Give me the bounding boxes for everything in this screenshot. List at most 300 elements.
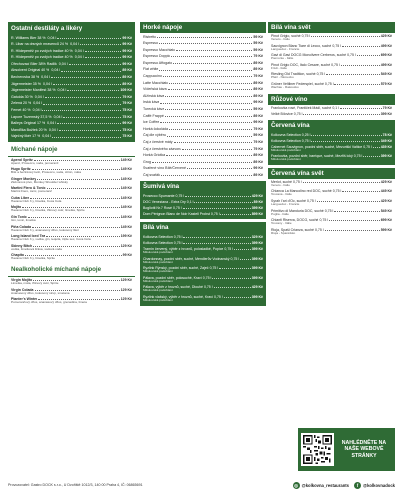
- instagram-icon: ◎: [294, 482, 299, 488]
- leader-dots: [32, 169, 120, 170]
- leader-dots: [43, 104, 121, 105]
- item-price: 149 Kč: [120, 157, 132, 162]
- item-price: 429 Kč: [251, 194, 263, 199]
- item-name: Primitivo di Manduria DOC, suché: [271, 208, 324, 213]
- menu-item: [11, 113, 132, 120]
- menu-item: [11, 74, 132, 81]
- leader-dots: [342, 191, 379, 192]
- leader-dots: [173, 63, 252, 64]
- column-2: [140, 22, 266, 306]
- item-name: Gavi di Gavi DOCG Moncilvere Cerberos, suché: [271, 53, 347, 58]
- item-price: 99 Kč: [253, 166, 263, 171]
- menu-item: [143, 294, 263, 304]
- item-name: Espresso Doppio: [143, 54, 171, 59]
- spirits-list: [11, 34, 132, 140]
- leader-dots: [325, 230, 380, 231]
- item-description: Mikulovská podoblast: [143, 289, 173, 293]
- menu-item: [271, 144, 392, 154]
- rose-list: [268, 105, 395, 117]
- leader-dots: [159, 70, 252, 71]
- item-description: Rioja - Španělsko: [271, 231, 296, 235]
- item-price: 75 Kč: [122, 134, 132, 139]
- item-line: [143, 235, 263, 239]
- leader-dots: [317, 201, 380, 202]
- item-price: 329 Kč: [251, 235, 263, 240]
- item-price: 89 Kč: [253, 60, 263, 65]
- leader-dots: [34, 160, 120, 161]
- item-name: Čaj z čerstvého zázvoru: [143, 146, 182, 151]
- item-price: 129 Kč: [120, 287, 132, 292]
- menu-item: [271, 179, 392, 189]
- item-line: [271, 112, 392, 116]
- leader-dots: [183, 243, 250, 244]
- item-name: Gatulda 30 %: [11, 94, 33, 99]
- item-price: 149 Kč: [120, 205, 132, 210]
- item-volume: 0,75 l: [202, 275, 212, 280]
- item-description: Piemonte - Itálie: [271, 57, 294, 61]
- menu-item: [143, 73, 263, 80]
- leader-dots: [47, 188, 120, 189]
- item-price: 89 Kč: [122, 68, 132, 73]
- hot-title: Horké nápoje: [140, 22, 266, 33]
- item-name: Chapito: [11, 253, 25, 258]
- item-name: Vaječný likér 17 %: [11, 134, 41, 139]
- item-description: Toscana - Itálie: [271, 193, 292, 197]
- leader-dots: [160, 103, 252, 104]
- item-price: 89 Kč: [122, 81, 132, 86]
- operator-info: Provozovatel: Gastro DOCK s.r.o., U Dvořiště 1012/3, 140 00 Praha 4, IČ: 06865691: [8, 483, 143, 487]
- menu-item: [143, 40, 263, 47]
- item-price: 579 Kč: [380, 81, 392, 86]
- item-name: Caffè Frappé: [143, 113, 164, 118]
- item-volume: 0,75 l: [301, 138, 311, 143]
- leader-dots: [157, 37, 252, 38]
- item-name: Latte Macchiato: [143, 80, 169, 85]
- item-price: 99 Kč: [122, 42, 132, 47]
- leader-dots: [165, 109, 252, 110]
- leader-dots: [220, 214, 250, 215]
- item-price: 429 Kč: [380, 34, 392, 38]
- leader-dots: [185, 196, 251, 197]
- menu-item: [11, 214, 132, 224]
- leader-dots: [42, 110, 121, 111]
- item-description: Gin, tonic, limetka: [11, 219, 36, 223]
- item-description: Friuli - Itálie: [271, 66, 287, 70]
- item-name: Čaj z čerstvé máty: [143, 140, 173, 144]
- item-description: Veneto - Itálie: [271, 183, 290, 187]
- item-name: Espresso Affogato: [143, 60, 173, 65]
- item-name: Grog: [143, 159, 151, 164]
- item-line: [143, 241, 263, 245]
- menu-item: [11, 67, 132, 74]
- item-name: Ginger Monkey: [11, 176, 37, 181]
- item-price: 149 Kč: [120, 224, 132, 229]
- menu-item: [143, 152, 263, 159]
- item-description: Zázvorové pivo, Monkey Shoulder whisky: [11, 180, 68, 184]
- menu-item: [11, 243, 132, 253]
- item-price: 439 Kč: [380, 144, 392, 149]
- menu-item: [143, 165, 263, 172]
- item-price: 349 Kč: [380, 138, 392, 143]
- item-line: [143, 212, 263, 216]
- item-name: Frankovka rosé, Frantiček Mádl, suché: [271, 105, 332, 110]
- leader-dots: [33, 280, 120, 281]
- menu-item: [143, 132, 263, 139]
- item-line: [271, 133, 392, 137]
- item-description: Wachau - Rakousko: [271, 85, 299, 89]
- item-price: 699 Kč: [380, 218, 392, 223]
- menu-item: [11, 41, 132, 48]
- item-price: 75 Kč: [122, 127, 132, 132]
- item-description: Mikulovská podoblast: [143, 279, 173, 283]
- item-name: Ryzlink vlašský, výběr z hroznů, suché, Kraví: [143, 295, 214, 300]
- item-price: 399 Kč: [251, 266, 263, 271]
- item-volume: 0,75 l: [173, 235, 183, 240]
- item-description: Toscany - Itálie: [271, 222, 292, 226]
- leader-dots: [161, 175, 252, 176]
- item-volume: 0,04 l: [41, 75, 50, 80]
- item-price: 109 Kč: [120, 88, 132, 93]
- menu-item: [143, 145, 263, 152]
- item-name: Horká čokoláda: [143, 126, 168, 131]
- mixed-title: Míchané nápoje: [8, 145, 135, 157]
- item-price: 399 Kč: [380, 154, 392, 159]
- item-name: R. Hlídepeněž po zvolých tradice 40 %: [11, 48, 73, 53]
- leader-dots: [152, 162, 252, 163]
- item-name: Frankovka, pozdní sběr, barrique, suché, Mezřiš ický: [271, 154, 353, 159]
- item-name: Absolvent Original 40 %: [11, 68, 50, 73]
- item-price: 79 Kč: [382, 105, 392, 110]
- menu-item: [143, 171, 263, 178]
- leader-dots: [167, 136, 252, 137]
- item-price: 429 Kč: [380, 179, 392, 184]
- item-price: 149 Kč: [120, 195, 132, 200]
- item-price: 149 Kč: [120, 176, 132, 181]
- leader-dots: [163, 76, 252, 77]
- leader-dots: [334, 84, 379, 85]
- item-volume: 0,75 l: [332, 189, 342, 194]
- leader-dots: [25, 255, 122, 256]
- item-price: 89 Kč: [253, 93, 263, 98]
- item-volume: 0,04 l: [53, 114, 63, 119]
- item-volume: 0,75 l: [331, 62, 340, 67]
- leader-dots: [187, 168, 252, 169]
- item-price: 399 Kč: [251, 247, 263, 252]
- item-volume: 0,75 l: [324, 81, 334, 86]
- item-volume: 0,75 l: [293, 179, 302, 184]
- column-1: [8, 22, 135, 306]
- item-name: DOC Veneziana - Extra Dry: [143, 200, 186, 205]
- leader-dots: [311, 141, 379, 142]
- item-volume: 0,75 l: [316, 72, 326, 77]
- item-price: 79 Kč: [122, 101, 132, 106]
- menu-item: [143, 59, 263, 66]
- item-name: Irská káva: [143, 100, 160, 105]
- item-price: 129 Kč: [120, 278, 132, 283]
- leader-dots: [169, 83, 252, 84]
- item-name: Virgin Colada: [11, 287, 34, 292]
- whiteworld-list: [268, 33, 395, 91]
- item-price: 89 Kč: [122, 75, 132, 80]
- item-name: Chianca La Mancolino red DOC, suché: [271, 189, 332, 194]
- item-name: Grüner Veltliner Federspiel, suché: [271, 81, 324, 86]
- item-volume: 0,04 l: [70, 42, 79, 47]
- menu-item: [143, 66, 263, 73]
- menu-item: [143, 125, 263, 132]
- leader-dots: [85, 57, 122, 58]
- item-price: 59 Kč: [253, 41, 263, 46]
- item-name: Velké Bílovice: [271, 111, 293, 116]
- item-volume: 0,75 l: [319, 218, 329, 223]
- leader-dots: [303, 114, 379, 115]
- qr-caption: NAHLÉDNĚTE NA NAŠE WEBOVÉ STRÁNKY: [341, 440, 387, 459]
- menu-item: [143, 246, 263, 256]
- item-name: R. Williams Bier 38 %: [11, 35, 46, 40]
- redworld-title: Červená vína svět: [268, 168, 395, 179]
- item-name: Virgin Mojito: [11, 278, 33, 283]
- item-volume: 0,75 l: [315, 227, 324, 232]
- item-volume: 0,75 l: [214, 295, 223, 300]
- item-volume: 0,75 l: [347, 53, 356, 58]
- menu-item: [143, 112, 263, 119]
- item-price: 99 Kč: [122, 55, 132, 60]
- item-volume: 0,04 l: [42, 81, 52, 86]
- item-price: 89 Kč: [253, 153, 263, 158]
- item-description: Puglia - Itálie: [271, 212, 289, 216]
- leader-dots: [174, 142, 253, 143]
- white-title: Bílá vína: [140, 222, 266, 233]
- white-list: [140, 233, 266, 306]
- item-name: Tramín červený, výběr z hroznů, polosladké, Popice: [143, 247, 224, 252]
- item-price: 79 Kč: [122, 94, 132, 99]
- item-volume: 0,25 l: [301, 132, 311, 137]
- menu-item: [11, 233, 132, 243]
- item-name: Jägermeister Manifest 38 %: [11, 88, 56, 93]
- item-volume: 0,04 l: [48, 127, 58, 132]
- item-price: 399 Kč: [251, 295, 263, 300]
- item-name: Svařené víno Bílé/Červené: [143, 166, 186, 171]
- item-price: 399 Kč: [251, 275, 263, 280]
- item-volume: 0,04 l: [74, 55, 84, 60]
- item-name: Sauvignon Blanc Tiare di Lecco, suché: [271, 43, 332, 48]
- item-price: 499 Kč: [380, 62, 392, 67]
- item-price: 99 Kč: [122, 61, 132, 66]
- leader-dots: [80, 44, 121, 45]
- hot-list: [140, 33, 266, 178]
- item-description: Havana Club 3 y, vodka, gin, tequila, triple sec, Coca Cola: [11, 238, 91, 242]
- item-price: 99 Kč: [122, 253, 132, 258]
- instagram-link[interactable]: [293, 482, 349, 489]
- item-description: Mikulovská podoblast: [143, 299, 173, 303]
- item-volume: 0,75 l: [301, 34, 311, 38]
- leader-dots: [67, 90, 119, 91]
- redworld-list: [268, 179, 395, 237]
- item-name: Mojito: [11, 205, 22, 210]
- leader-dots: [51, 77, 121, 78]
- nonalc-title: Nealkoholické míchané nápoje: [8, 265, 135, 277]
- item-volume: 0,04 l: [42, 134, 52, 139]
- website-qr-panel[interactable]: [298, 428, 395, 471]
- item-line: [143, 200, 263, 204]
- menu-item: [143, 284, 263, 294]
- menu-item: [11, 157, 132, 167]
- qr-code[interactable]: [301, 433, 334, 466]
- leader-dots: [53, 84, 122, 85]
- menu-item: [271, 81, 392, 91]
- item-name: Espresso: [143, 41, 158, 46]
- menu-item: [271, 188, 392, 198]
- item-price: 899 Kč: [251, 212, 263, 217]
- item-line: [143, 206, 263, 210]
- item-price: 449 Kč: [380, 189, 392, 194]
- item-name: Turecká káva: [143, 107, 165, 112]
- menu-item: [11, 80, 132, 87]
- item-price: 399 Kč: [251, 256, 263, 261]
- item-description: Ananasový džus, kokosový sirup, smetana: [11, 291, 70, 295]
- menu-item: [271, 198, 392, 208]
- item-volume: 0,75 l: [210, 212, 220, 217]
- item-name: Pinot Grigio, suché: [271, 34, 301, 38]
- column-3: [268, 22, 395, 236]
- leader-dots: [22, 207, 119, 208]
- leader-dots: [46, 236, 119, 237]
- menu-item: [143, 106, 263, 113]
- item-price: 89 Kč: [253, 159, 263, 164]
- item-name: Fernet 40 %: [11, 108, 31, 113]
- rose-title: Růžové víno: [268, 94, 395, 105]
- item-description: Veneto - Itálie: [271, 38, 290, 41]
- item-volume: 0,04 l: [47, 121, 56, 126]
- menu-item: [11, 224, 132, 234]
- item-price: 399 Kč: [251, 241, 263, 246]
- item-name: Riesling Old Tradition, suché: [271, 72, 316, 77]
- leader-dots: [329, 220, 380, 221]
- leader-dots: [334, 211, 379, 212]
- leader-dots: [171, 56, 252, 57]
- item-volume: 0,75 l: [203, 285, 213, 290]
- item-description: Havana Club 3 y, limetka, Coca Cola: [11, 199, 62, 203]
- item-price: 499 Kč: [380, 43, 392, 48]
- item-description: Bílé a bezinkový květ, Prosecco, soda, citrón, máta: [11, 171, 81, 175]
- item-price: 75 Kč: [122, 114, 132, 119]
- item-volume: 0,75 l: [173, 241, 183, 246]
- item-name: Dom Pérignon Blanc de Noir Kastell Probst: [143, 212, 210, 217]
- item-price: 59 Kč: [253, 34, 263, 39]
- menu-item: [271, 43, 392, 53]
- item-name: Prosecco Spumante: [143, 194, 175, 199]
- menu-item: [271, 62, 392, 72]
- menu-item: [11, 296, 132, 306]
- menu-item: [271, 208, 392, 218]
- item-price: 79 Kč: [253, 140, 263, 144]
- red-title: Červená vína: [268, 120, 395, 131]
- item-name: Long Island Iced Tea: [11, 234, 46, 239]
- menu-item: [11, 47, 132, 54]
- menu-item: [11, 126, 132, 133]
- item-volume: 0,04 l: [47, 35, 57, 40]
- menu-item: [11, 287, 132, 297]
- item-description: vodka, limetková šťáva, sodová voda: [11, 247, 62, 251]
- item-price: 89 Kč: [253, 172, 263, 177]
- leader-dots: [340, 108, 382, 109]
- menu-item: [11, 54, 132, 61]
- leader-dots: [69, 64, 122, 65]
- item-name: Chardonnay, pozdní sběr, suché, Mendlerův Vodnanský: [143, 256, 230, 261]
- item-name: Cuba Libre: [11, 195, 30, 200]
- item-name: Aperol Spritz: [11, 157, 33, 162]
- item-price: 79 Kč: [253, 146, 263, 151]
- menu-item: [143, 158, 263, 165]
- menu-item: [271, 217, 392, 227]
- leader-dots: [311, 135, 381, 136]
- leader-dots: [212, 278, 250, 279]
- item-price: 549 Kč: [380, 72, 392, 77]
- item-price: 429 Kč: [380, 198, 392, 203]
- leader-dots: [165, 116, 252, 117]
- item-name: Rioja, Spaši Crianza, suché: [271, 227, 314, 232]
- item-volume: 0,75 l: [293, 111, 303, 116]
- item-volume: 0,75 l: [230, 256, 240, 261]
- item-name: Piňa Colada: [11, 224, 32, 229]
- item-name: Zelená 20 %: [11, 101, 32, 106]
- leader-dots: [160, 122, 252, 123]
- menu-item: [11, 195, 132, 205]
- item-price: 59 Kč: [253, 133, 263, 138]
- item-description: Limetka, máta, třtinový cukr, Sprite: [11, 282, 59, 286]
- item-name: Bogliotti Nr.7 Rosé: [143, 206, 172, 211]
- menu-item: [143, 92, 263, 99]
- item-name: Vídeňská káva: [143, 87, 167, 92]
- item-volume: 0,75 l: [224, 247, 233, 252]
- menu-item: [143, 46, 263, 53]
- menu-item: [271, 52, 392, 62]
- facebook-link[interactable]: [354, 482, 395, 489]
- item-name: R. Libar na drsných mravenců 24 %: [11, 42, 69, 47]
- footer: [8, 478, 395, 492]
- spirits-section: [8, 22, 135, 142]
- leader-dots: [373, 147, 380, 148]
- menu-item: [11, 34, 132, 41]
- menu-item: [143, 99, 263, 106]
- item-volume: 0,75 l: [173, 206, 182, 211]
- item-price: 89 Kč: [253, 113, 263, 118]
- leader-dots: [168, 89, 253, 90]
- nonalc-list: [8, 277, 135, 306]
- item-description: Mikulovská podoblast: [271, 158, 301, 162]
- item-description: Mikulovská podoblast: [143, 270, 173, 274]
- mixed-list: [8, 157, 135, 263]
- leader-dots: [165, 96, 252, 97]
- item-name: Kolkovna Selection: [271, 132, 301, 137]
- item-price: 78 Kč: [382, 132, 392, 137]
- leader-dots: [176, 50, 252, 51]
- item-name: Syrah I'ari d'Oc, suché: [271, 198, 306, 203]
- item-volume: 0,75 l: [332, 43, 341, 48]
- item-name: Baileys Original 17 %: [11, 121, 46, 126]
- leader-dots: [183, 237, 250, 238]
- menu-item: [143, 86, 263, 93]
- menu-item: [271, 227, 392, 237]
- item-name: Martini Fiero & Tonic: [11, 186, 46, 191]
- item-name: Chianti Riserva, DOCG, suché: [271, 218, 319, 223]
- item-name: R. Hlídepeněž po zvolých tradice 40 %: [11, 55, 73, 60]
- menu-item: [11, 93, 132, 100]
- item-line: [271, 106, 392, 110]
- menu-item: [11, 87, 132, 94]
- menu-item: [143, 275, 263, 285]
- leader-dots: [166, 155, 252, 156]
- item-price: 399 Kč: [380, 111, 392, 116]
